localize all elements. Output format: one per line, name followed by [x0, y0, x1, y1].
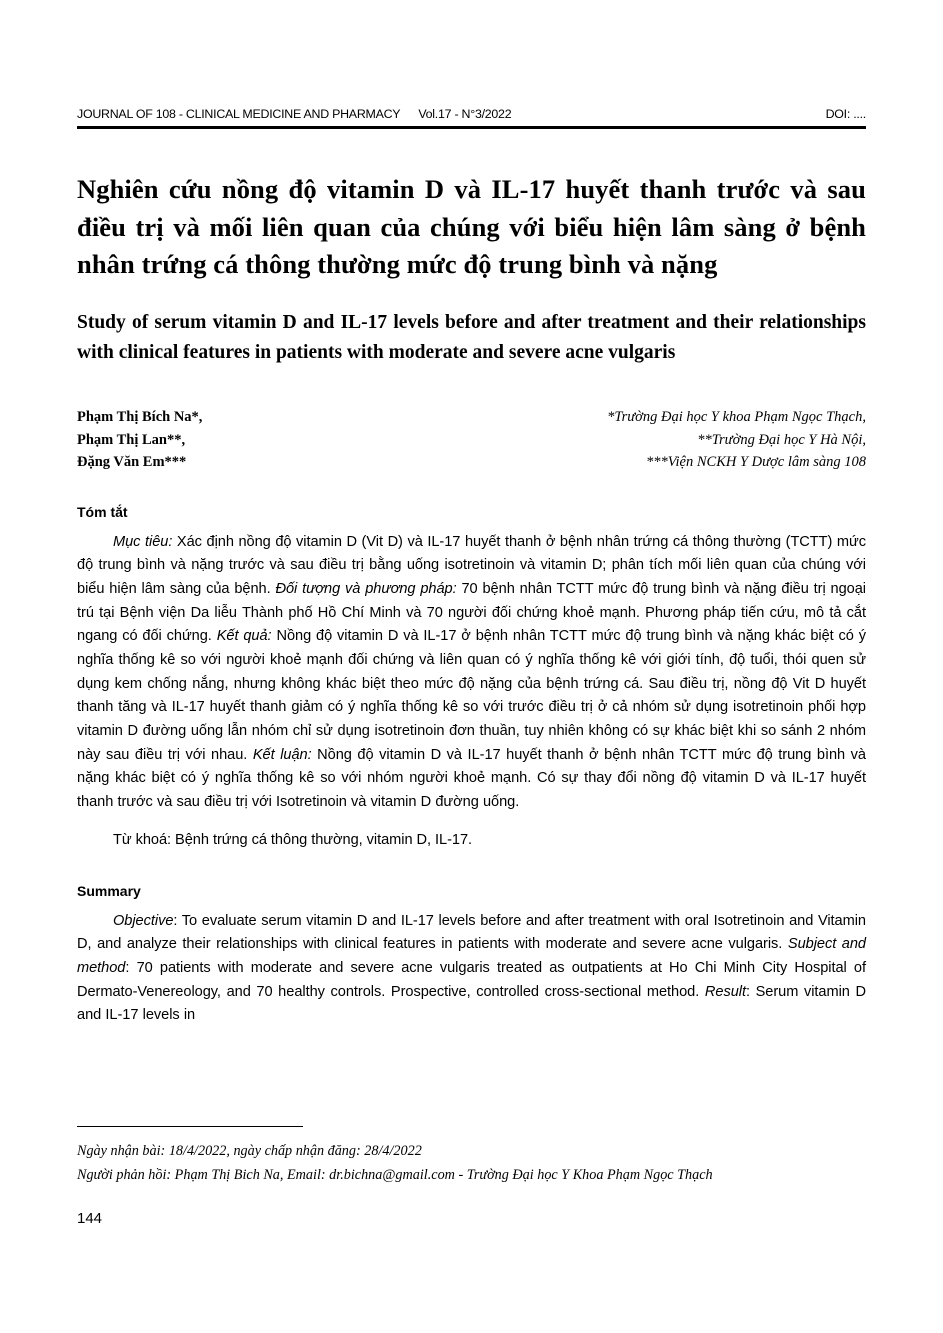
page-title-vietnamese: Nghiên cứu nồng độ vitamin D và IL-17 huyết thanh trước và sau điều trị và mối liên quan của chúng với biểu hiện lâm sàng ở bệnh nhân trứng cá thông thường mức độ trung bình và nặng: [77, 173, 866, 280]
keywords-text-vn: Bệnh trứng cá thông thường, vitamin D, IL-17.: [171, 832, 473, 849]
abstract-text-subject-en: : 70 patients with moderate and severe acne vulgaris treated as outpatients at Ho Chi Minh City Hospital of Dermato-Venereology, and 70 healthy controls. Prospective, controlled cross-sectional method.: [77, 960, 866, 1000]
author-name: Đặng Văn Em***: [77, 454, 187, 471]
footnote-block: [77, 1126, 866, 1188]
doi-label: DOI: ....: [825, 107, 866, 121]
abstract-label-result-vn: Kết quả:: [216, 628, 272, 645]
abstract-text-result-vn: Nồng độ vitamin D và IL-17 ở bệnh nhân TCTT mức độ trung bình và nặng khác biệt có ý nghĩa thống kê so với người khoẻ mạnh đối chứng và liên quan có ý nghĩa thống kê với giới tính, độ tuổi, thói quen sử dụng kem chống nắng, nhưng không khác biệt theo mức độ nặng của bệnh trứng cá. Sau điều trị, nồng độ Vit D huyết thanh tăng và IL-17 huyết thanh giảm có ý nghĩa thống kê so với trước điều trị ở cả nhóm sử dụng isotretinoin phối hợp vitamin D đường uống lẫn nhóm chỉ sử dụng isotretinoin đơn thuần, tuy nhiên không có sự khác biệt khi so sánh 2 nhóm này sau điều trị với nhau.: [77, 628, 866, 763]
running-head: [77, 108, 866, 122]
running-head-left: [77, 108, 511, 122]
abstract-text-conclusion-vn: Nồng độ vitamin D và IL-17 huyết thanh ở bệnh nhân TCTT mức độ trung bình và nặng khác biệt có ý nghĩa thống kê so với nhóm người khoẻ mạnh. Có sự thay đổi nồng độ vitamin D và IL-17 huyết thanh trước và sau điều trị với Isotretinoin và vitamin D đường uống.: [77, 746, 866, 810]
journal-name: JOURNAL OF 108 - CLINICAL MEDICINE AND PHARMACY: [77, 107, 401, 121]
page-content: [77, 0, 866, 1043]
keywords-label-vn: Từ khoá:: [113, 832, 172, 849]
abstract-english: [77, 910, 866, 1028]
footnote-corresponding-author: Người phản hồi: Phạm Thị Bich Na, Email: dr.bichna@gmail.com - Trường Đại học Y Khoa Phạm Ngọc Thạch: [77, 1167, 713, 1184]
abstract-text-objective-vn: Xác định nồng độ vitamin D (Vit D) và IL-17 huyết thanh ở bệnh nhân trứng cá thông thường (TCTT) mức độ trung bình và nặng trước và sau điều trị bằng uống isotretinoin và vitamin D; phân tích mối liên quan của chúng với biểu hiện lâm sàng của bệnh.: [77, 533, 866, 598]
volume-issue: Vol.17 - N°3/2022: [418, 107, 512, 121]
footnote-received-date: Ngày nhận bài: 18/4/2022, ngày chấp nhận đăng: 28/4/2022: [77, 1143, 422, 1159]
abstract-label-subject-vn: Đối tượng và phương pháp:: [275, 581, 457, 598]
abstract-label-conclusion-vn: Kết luận:: [252, 746, 312, 763]
abstract-label-subject-en: Subject and method: [77, 936, 866, 976]
abstract-vietnamese: [77, 531, 866, 815]
page-title-english: Study of serum vitamin D and IL-17 levels before and after treatment and their relationships with clinical features in patients with moderate and severe acne vulgaris: [77, 312, 866, 364]
footnote-divider: [77, 1126, 303, 1127]
header-divider: [77, 126, 866, 129]
affiliation-item: ***Viện NCKH Y Dược lâm sàng 108: [646, 454, 866, 471]
affiliation-item: *Trường Đại học Y khoa Phạm Ngọc Thạch,: [607, 408, 866, 425]
keywords-vietnamese: [77, 829, 866, 853]
section-heading-summary: Summary: [77, 882, 141, 899]
abstract-label-objective-vn: Mục tiêu:: [113, 533, 173, 550]
author-list: [77, 406, 202, 474]
abstract-text-objective-en: : To evaluate serum vitamin D and IL-17 levels before and after treatment with oral Isotretinoin and Vitamin D, and analyze their relationships with clinical features in patients with moderate and severe acne vulgaris.: [77, 912, 866, 953]
author-affiliation-block: [77, 406, 866, 474]
author-name: Phạm Thị Lan**,: [77, 431, 186, 448]
section-heading-tomtat: Tóm tắt: [77, 503, 128, 520]
abstract-label-result-en: Result: [704, 983, 746, 1000]
abstract-text-subject-vn: 70 bệnh nhân TCTT mức độ trung bình và nặng điều trị ngoại trú tại Bệnh viện Da liễu Thành phố Hồ Chí Minh và 70 người đối chứng khoẻ mạnh. Phương pháp tiến cứu, mô tả cắt ngang có đối chứng.: [77, 581, 866, 645]
abstract-text-result-en: : Serum vitamin D and IL-17 levels in: [77, 983, 866, 1024]
affiliation-item: **Trường Đại học Y Hà Nội,: [697, 431, 866, 448]
abstract-label-objective-en: Objective: [113, 912, 174, 929]
author-name: Phạm Thị Bích Na*,: [77, 408, 203, 425]
page-number: 144: [77, 1210, 103, 1227]
affiliation-list: [607, 406, 866, 474]
